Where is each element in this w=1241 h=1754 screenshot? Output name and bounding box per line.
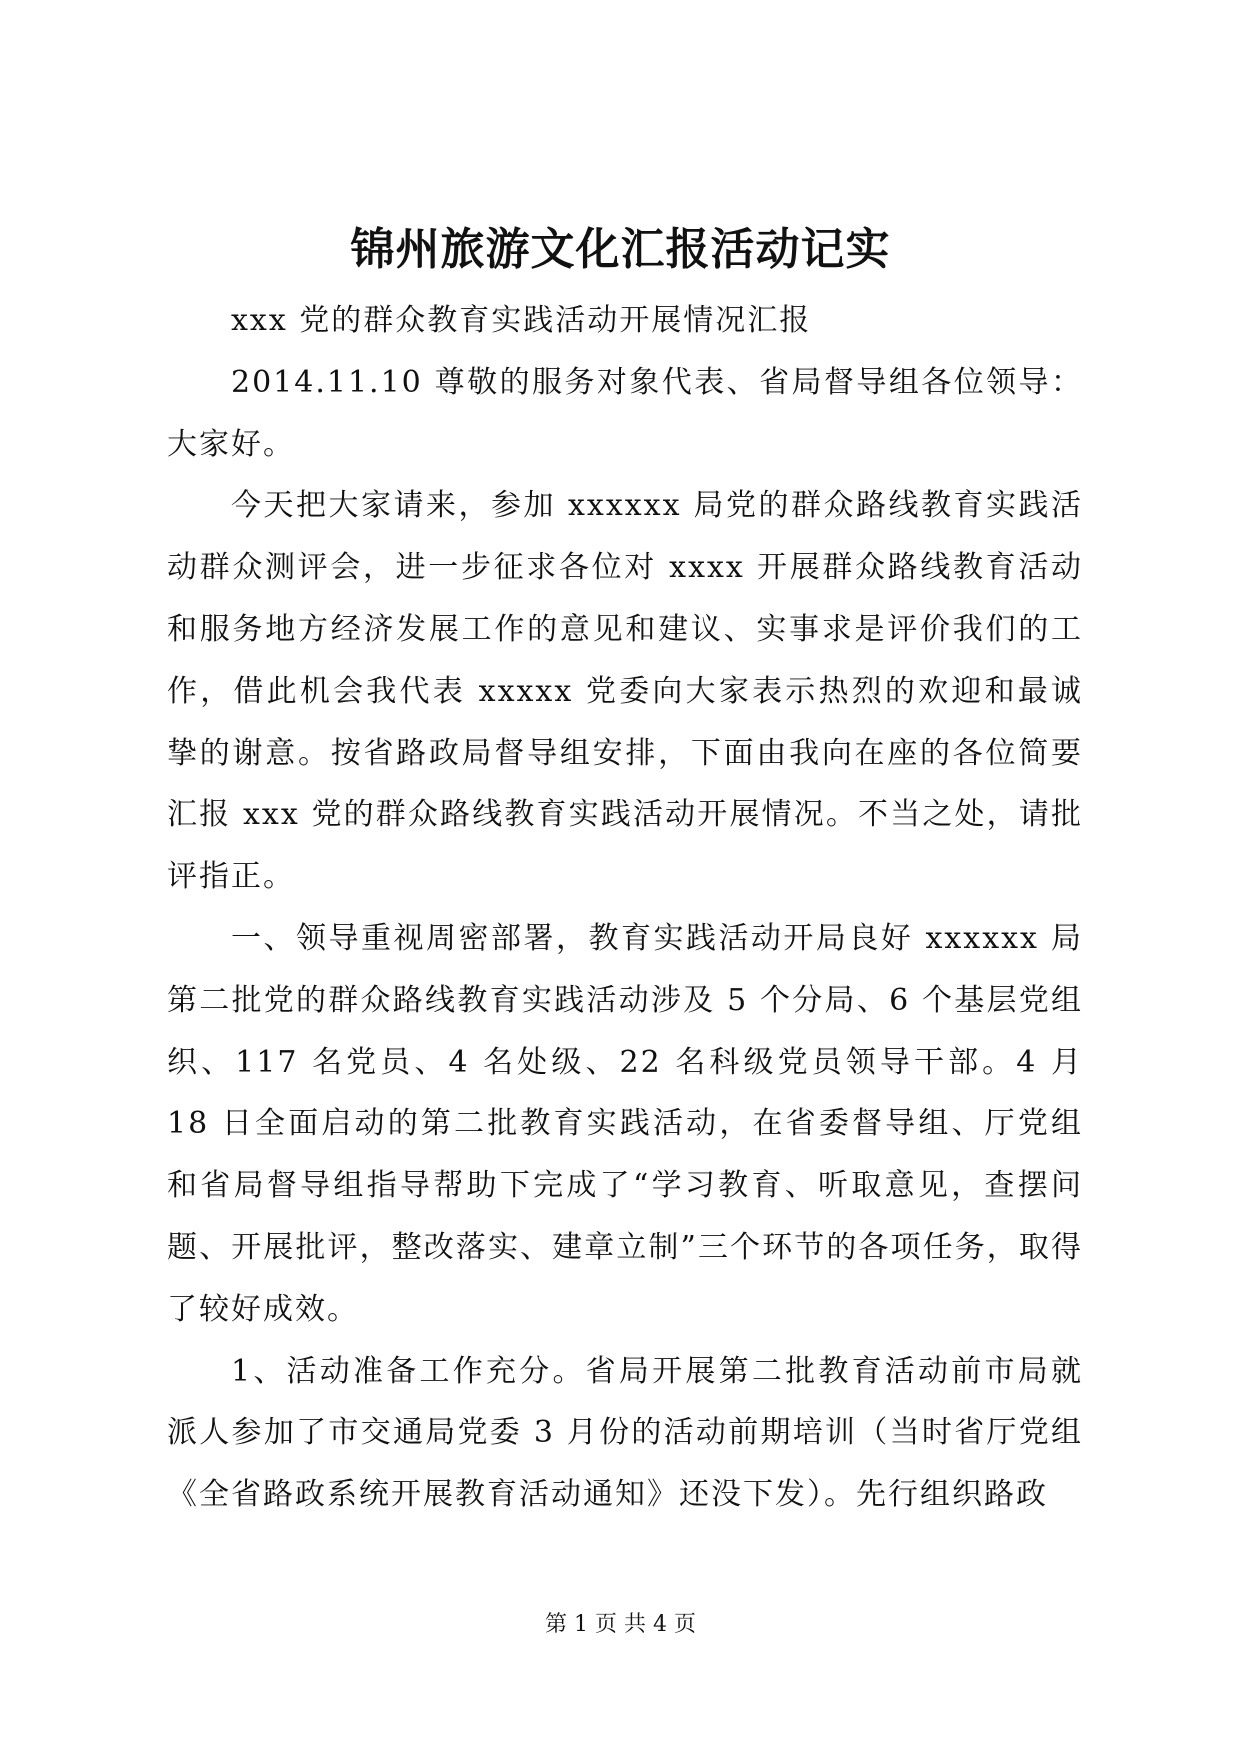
document-body — [167, 290, 1083, 1526]
paragraph-item-one: 1、活动准备工作充分。省局开展第二批教育活动前市局就派人参加了市交通局党委 3 月份的活动前期培训（当时省厅党组《全省路政系统开展教育活动通知》还没下发）。先行组织路政 — [167, 1353, 1083, 1513]
paragraph-section-one: 一、领导重视周密部署，教育实践活动开局良好 xxxxxx 局第二批党的群众路线教育实践活动涉及 5 个分局、6 个基层党组织、117 名党员、4 名处级、22 名科级党员领导干部。4 月 18 日全面启动的第二批教育实践活动，在省委督导组、厅党组和省局督导组指导帮助下完成了“学习教育、听取意见，查摆问题、开展批评，整改落实、建章立制”三个环节的各项任务，取得了较好成效。 — [167, 920, 1083, 1327]
paragraph-intro: 今天把大家请来，参加 xxxxxx 局党的群众路线教育实践活动群众测评会，进一步征求各位对 xxxx 开展群众路线教育活动和服务地方经济发展工作的意见和建议、实事求是评价我们的工作，借此机会我代表 xxxxx 党委向大家表示热烈的欢迎和最诚挚的谢意。按省路政局督导组安排，下面由我向在座的各位简要汇报 xxx 党的群众路线教育实践活动开展情况。不当之处，请批评指正。 — [167, 488, 1083, 895]
page-number-footer: 第 1 页 共 4 页 — [545, 1612, 696, 1637]
paragraph-subtitle: xxx 党的群众教育实践活动开展情况汇报 — [231, 303, 812, 338]
paragraph-greeting: 2014.11.10 尊敬的服务对象代表、省局督导组各位领导：大家好。 — [167, 364, 1083, 462]
document-title: 锦州旅游文化汇报活动记实 — [350, 224, 891, 275]
